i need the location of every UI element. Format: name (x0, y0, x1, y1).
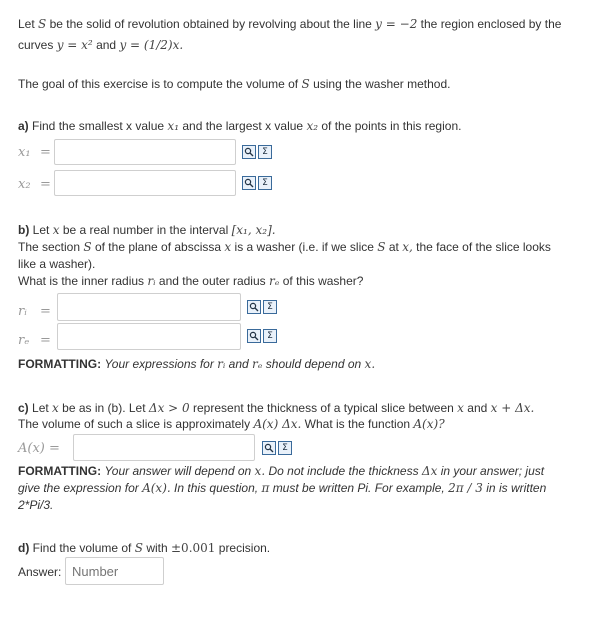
math-A: A(x)? (413, 417, 445, 431)
A-input[interactable] (73, 434, 255, 461)
text: in your answer; just (440, 464, 545, 478)
text: Find the smallest x value (32, 119, 165, 133)
text: Your expressions for (104, 357, 214, 371)
math-precision: ±0.001 (171, 541, 216, 555)
answer-label (18, 564, 61, 580)
math-x-plus-dx: x + Δx. (490, 401, 535, 415)
text: Let (32, 401, 49, 415)
part-b-line-1 (18, 222, 276, 238)
math-S: S (377, 240, 386, 254)
part-label: a) (18, 119, 29, 133)
math-line: y = −2 (375, 17, 418, 31)
equals-sign: = (40, 333, 51, 348)
preview-icon[interactable] (262, 441, 276, 455)
answer-label-text: Answer: (18, 565, 62, 579)
text: and (228, 357, 249, 371)
help-icon[interactable]: Σ (263, 329, 277, 343)
text: the region enclosed by the (420, 17, 562, 31)
math-A: A(x) Δx. (253, 417, 302, 431)
volume-answer-input[interactable] (65, 557, 164, 585)
math-A: A(x). (142, 481, 171, 495)
x1-input-field[interactable] (55, 140, 235, 164)
formatting-label: FORMATTING: (18, 464, 102, 478)
part-b-line-2 (18, 239, 551, 255)
part-label: b) (18, 223, 30, 237)
text: be a real number in the interval (62, 223, 229, 237)
A-tools (262, 441, 292, 455)
text: at (388, 240, 399, 254)
ri-field-label: rᵢ (18, 304, 27, 319)
text: The section (18, 240, 81, 254)
math-S: S (301, 77, 310, 91)
text: represent the thickness of a typical slice between (193, 401, 454, 415)
math-dx: Δx (421, 464, 438, 478)
math-curve-2: y = (1/2)x. (119, 38, 184, 52)
math-interval: [x₁, x₂]. (231, 223, 276, 237)
A-input-field[interactable] (74, 435, 254, 460)
text: the face of the slice looks (416, 240, 551, 254)
help-icon[interactable]: Σ (258, 145, 272, 159)
part-label: d) (18, 541, 30, 555)
part-d-question (18, 540, 270, 556)
part-b-line-3 (18, 256, 95, 272)
math-ri: rᵢ (147, 274, 156, 288)
math-S: S (134, 541, 143, 555)
help-icon[interactable]: Σ (258, 176, 272, 190)
part-label: c) (18, 401, 29, 415)
goal-line (18, 76, 451, 92)
math-x: x (52, 401, 59, 415)
ri-input[interactable] (57, 293, 241, 321)
text: The goal of this exercise is to compute the volume of (18, 77, 299, 91)
re-field-label: rₑ (18, 333, 30, 348)
part-b-line-4 (18, 273, 363, 289)
preview-icon[interactable] (247, 329, 261, 343)
x2-field-label: x₂ (18, 177, 31, 192)
part-c-formatting-3 (18, 497, 53, 513)
intro-line-2 (18, 37, 183, 53)
preview-icon[interactable] (242, 145, 256, 159)
formatting-label: FORMATTING: (18, 357, 102, 371)
math-x: x. (254, 464, 266, 478)
preview-icon[interactable] (242, 176, 256, 190)
text: Your answer will depend on (104, 464, 252, 478)
math-S: S (38, 17, 47, 31)
math-x: x (457, 401, 464, 415)
text: should depend on (265, 357, 362, 371)
text: curves (18, 38, 54, 52)
x1-tools (242, 145, 272, 159)
math-example: 2π / 3 (448, 481, 483, 495)
text: be as in (b). Let (62, 401, 146, 415)
text: What is the function (304, 417, 411, 431)
math-x: x (52, 223, 60, 237)
math-re: rₑ (252, 357, 263, 371)
text: give the expression for (18, 481, 139, 495)
text: and the largest x value (182, 119, 304, 133)
math-pi: π (261, 481, 270, 495)
x1-input[interactable] (54, 139, 236, 165)
re-tools (247, 329, 277, 343)
math-dx: Δx > 0 (148, 401, 190, 415)
text: of the plane of abscissa (94, 240, 222, 254)
math-re: rₑ (269, 274, 280, 288)
equals-sign: = (40, 304, 51, 319)
text: Let (18, 17, 35, 31)
volume-answer-field[interactable] (66, 558, 163, 584)
part-c-formatting-2 (18, 480, 546, 496)
text: with (146, 541, 168, 555)
math-x: x (224, 240, 232, 254)
part-c-line-1 (18, 400, 534, 416)
text: of this washer? (282, 274, 364, 288)
ri-tools (247, 300, 277, 314)
text: in is written (486, 481, 547, 495)
text: The volume of such a slice is approximately (18, 417, 251, 431)
text: is a washer (i.e. if we slice (234, 240, 374, 254)
A-field-label: A(x) = (18, 441, 60, 456)
part-c-formatting-1 (18, 463, 544, 479)
math-curve-1: y = x² (56, 38, 93, 52)
text: 2*Pi/3. (18, 498, 54, 512)
math-x1: x₁ (167, 119, 179, 133)
x2-tools (242, 176, 272, 190)
math-x: x. (364, 357, 376, 371)
math-x: x, (402, 240, 413, 254)
intro-line-1 (18, 16, 561, 32)
text: Let (32, 223, 50, 237)
x1-field-label: x₁ (18, 145, 31, 160)
text: Find the volume of (32, 541, 132, 555)
text: of the points in this region. (321, 119, 462, 133)
math-S: S (83, 240, 92, 254)
re-input[interactable] (57, 323, 241, 350)
help-icon[interactable]: Σ (278, 441, 292, 455)
x2-input[interactable] (54, 170, 236, 196)
math-x2: x₂ (306, 119, 319, 133)
text: like a washer). (18, 257, 96, 271)
part-c-line-2 (18, 416, 445, 432)
help-icon[interactable]: Σ (263, 300, 277, 314)
text: using the washer method. (313, 77, 451, 91)
re-input-field[interactable] (58, 324, 240, 349)
part-b-formatting (18, 356, 375, 372)
text: must be written Pi. For example, (272, 481, 445, 495)
text: In this question, (174, 481, 259, 495)
text: and (96, 38, 117, 52)
text: and the outer radius (158, 274, 266, 288)
text: precision. (218, 541, 271, 555)
text: and (467, 401, 488, 415)
ri-input-field[interactable] (58, 294, 240, 320)
text: be the solid of revolution obtained by revolving about the line (49, 17, 372, 31)
math-ri: rᵢ (217, 357, 226, 371)
x2-input-field[interactable] (55, 171, 235, 195)
part-a-question (18, 118, 461, 134)
text: Do not include the thickness (268, 464, 419, 478)
equals-sign: = (40, 177, 51, 192)
equals-sign: = (40, 145, 51, 160)
preview-icon[interactable] (247, 300, 261, 314)
text: What is the inner radius (18, 274, 145, 288)
